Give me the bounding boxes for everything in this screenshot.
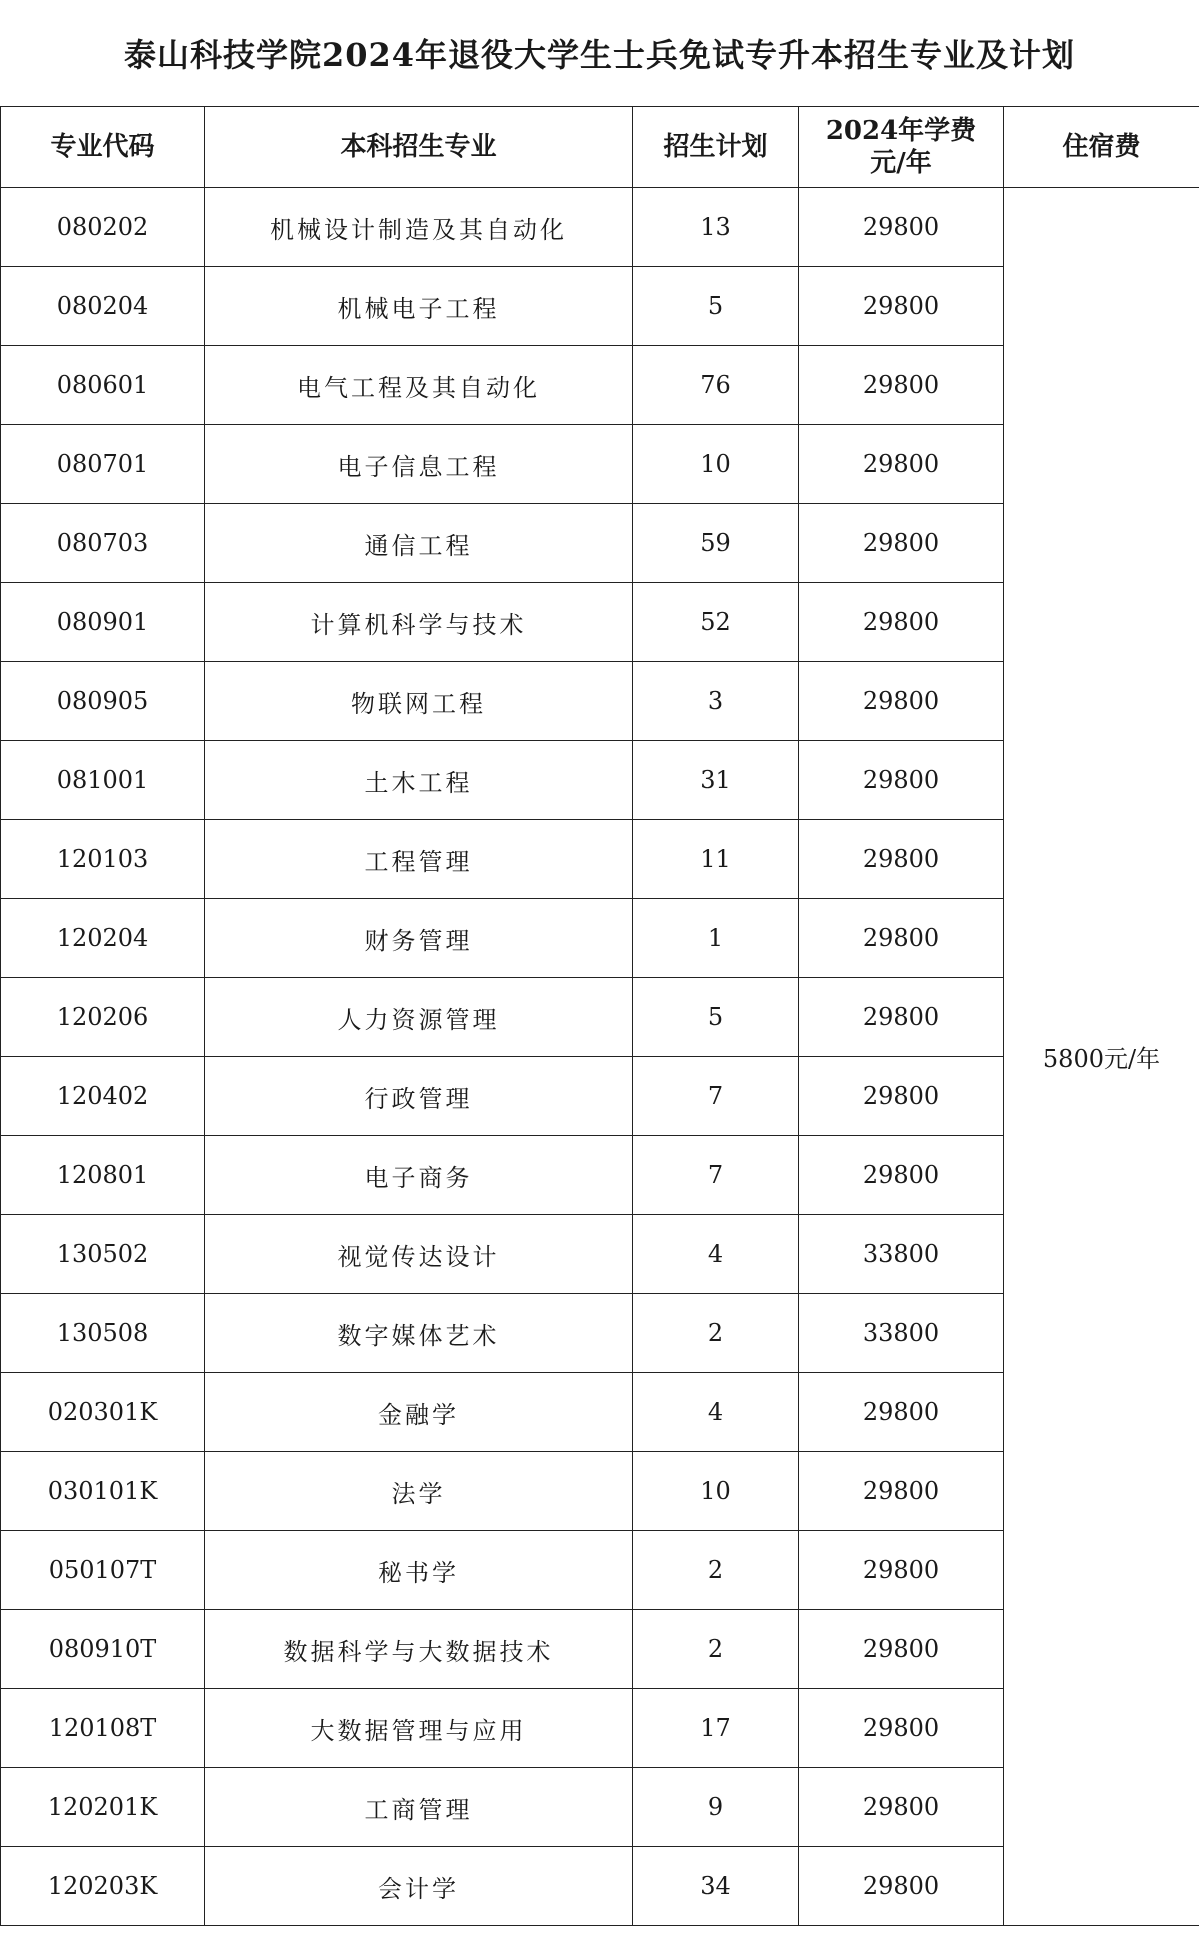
cell-fee: 33800 — [799, 1215, 1004, 1294]
cell-code: 120108T — [1, 1689, 205, 1768]
cell-major: 法学 — [205, 1452, 633, 1531]
cell-major: 数字媒体艺术 — [205, 1294, 633, 1373]
cell-code: 020301K — [1, 1373, 205, 1452]
cell-code: 130508 — [1, 1294, 205, 1373]
cell-plan: 2 — [633, 1610, 799, 1689]
cell-major: 行政管理 — [205, 1057, 633, 1136]
cell-fee: 29800 — [799, 188, 1004, 267]
cell-code: 120402 — [1, 1057, 205, 1136]
cell-fee: 29800 — [799, 1689, 1004, 1768]
cell-code: 080204 — [1, 267, 205, 346]
cell-code: 050107T — [1, 1531, 205, 1610]
cell-plan: 13 — [633, 188, 799, 267]
cell-fee: 29800 — [799, 662, 1004, 741]
cell-major: 数据科学与大数据技术 — [205, 1610, 633, 1689]
cell-plan: 59 — [633, 504, 799, 583]
cell-fee: 33800 — [799, 1294, 1004, 1373]
cell-major: 人力资源管理 — [205, 978, 633, 1057]
cell-plan: 7 — [633, 1057, 799, 1136]
cell-code: 080901 — [1, 583, 205, 662]
cell-code: 080905 — [1, 662, 205, 741]
cell-code: 080701 — [1, 425, 205, 504]
cell-fee: 29800 — [799, 1847, 1004, 1926]
cell-plan: 3 — [633, 662, 799, 741]
cell-code: 030101K — [1, 1452, 205, 1531]
cell-fee: 29800 — [799, 425, 1004, 504]
cell-major: 大数据管理与应用 — [205, 1689, 633, 1768]
cell-dorm-fee: 5800元/年 — [1004, 188, 1199, 1926]
cell-code: 120801 — [1, 1136, 205, 1215]
cell-fee: 29800 — [799, 267, 1004, 346]
header-plan: 招生计划 — [633, 107, 799, 188]
cell-major: 会计学 — [205, 1847, 633, 1926]
cell-plan: 5 — [633, 267, 799, 346]
page-title: 泰山科技学院2024年退役大学生士兵免试专升本招生专业及计划 — [123, 36, 1076, 74]
cell-major: 电子商务 — [205, 1136, 633, 1215]
cell-code: 120201K — [1, 1768, 205, 1847]
cell-code: 120203K — [1, 1847, 205, 1926]
cell-code: 081001 — [1, 741, 205, 820]
cell-plan: 17 — [633, 1689, 799, 1768]
cell-plan: 76 — [633, 346, 799, 425]
cell-fee: 29800 — [799, 820, 1004, 899]
cell-code: 120103 — [1, 820, 205, 899]
cell-major: 财务管理 — [205, 899, 633, 978]
cell-plan: 10 — [633, 1452, 799, 1531]
header-fee-line2: 元/年 — [870, 148, 932, 178]
cell-plan: 4 — [633, 1215, 799, 1294]
cell-fee: 29800 — [799, 346, 1004, 425]
cell-major: 土木工程 — [205, 741, 633, 820]
cell-plan: 7 — [633, 1136, 799, 1215]
cell-code: 120204 — [1, 899, 205, 978]
cell-code: 080910T — [1, 1610, 205, 1689]
cell-fee: 29800 — [799, 1531, 1004, 1610]
cell-major: 计算机科学与技术 — [205, 583, 633, 662]
header-dorm: 住宿费 — [1004, 107, 1199, 188]
enrollment-table — [0, 106, 1199, 1926]
cell-plan: 34 — [633, 1847, 799, 1926]
cell-fee: 29800 — [799, 978, 1004, 1057]
cell-fee: 29800 — [799, 583, 1004, 662]
cell-code: 120206 — [1, 978, 205, 1057]
cell-plan: 4 — [633, 1373, 799, 1452]
cell-major: 视觉传达设计 — [205, 1215, 633, 1294]
cell-major: 通信工程 — [205, 504, 633, 583]
cell-fee: 29800 — [799, 1768, 1004, 1847]
cell-major: 电气工程及其自动化 — [205, 346, 633, 425]
cell-major: 物联网工程 — [205, 662, 633, 741]
cell-major: 机械电子工程 — [205, 267, 633, 346]
cell-fee: 29800 — [799, 899, 1004, 978]
table-row — [1, 188, 1199, 267]
cell-plan: 10 — [633, 425, 799, 504]
cell-major: 机械设计制造及其自动化 — [205, 188, 633, 267]
cell-major: 工程管理 — [205, 820, 633, 899]
cell-major: 工商管理 — [205, 1768, 633, 1847]
cell-major: 金融学 — [205, 1373, 633, 1452]
cell-plan: 2 — [633, 1531, 799, 1610]
cell-fee: 29800 — [799, 741, 1004, 820]
cell-code: 080601 — [1, 346, 205, 425]
cell-plan: 9 — [633, 1768, 799, 1847]
cell-plan: 5 — [633, 978, 799, 1057]
cell-plan: 2 — [633, 1294, 799, 1373]
cell-code: 130502 — [1, 1215, 205, 1294]
cell-plan: 52 — [633, 583, 799, 662]
header-code: 专业代码 — [1, 107, 205, 188]
cell-fee: 29800 — [799, 1610, 1004, 1689]
cell-fee: 29800 — [799, 504, 1004, 583]
header-row — [1, 107, 1199, 188]
cell-fee: 29800 — [799, 1057, 1004, 1136]
cell-plan: 1 — [633, 899, 799, 978]
cell-plan: 31 — [633, 741, 799, 820]
header-fee-line1: 2024年学费 — [825, 115, 977, 146]
cell-code: 080703 — [1, 504, 205, 583]
header-fee — [799, 107, 1004, 188]
cell-fee: 29800 — [799, 1452, 1004, 1531]
cell-code: 080202 — [1, 188, 205, 267]
cell-major: 秘书学 — [205, 1531, 633, 1610]
cell-fee: 29800 — [799, 1373, 1004, 1452]
header-major: 本科招生专业 — [205, 107, 633, 188]
cell-fee: 29800 — [799, 1136, 1004, 1215]
cell-plan: 11 — [633, 820, 799, 899]
cell-major: 电子信息工程 — [205, 425, 633, 504]
